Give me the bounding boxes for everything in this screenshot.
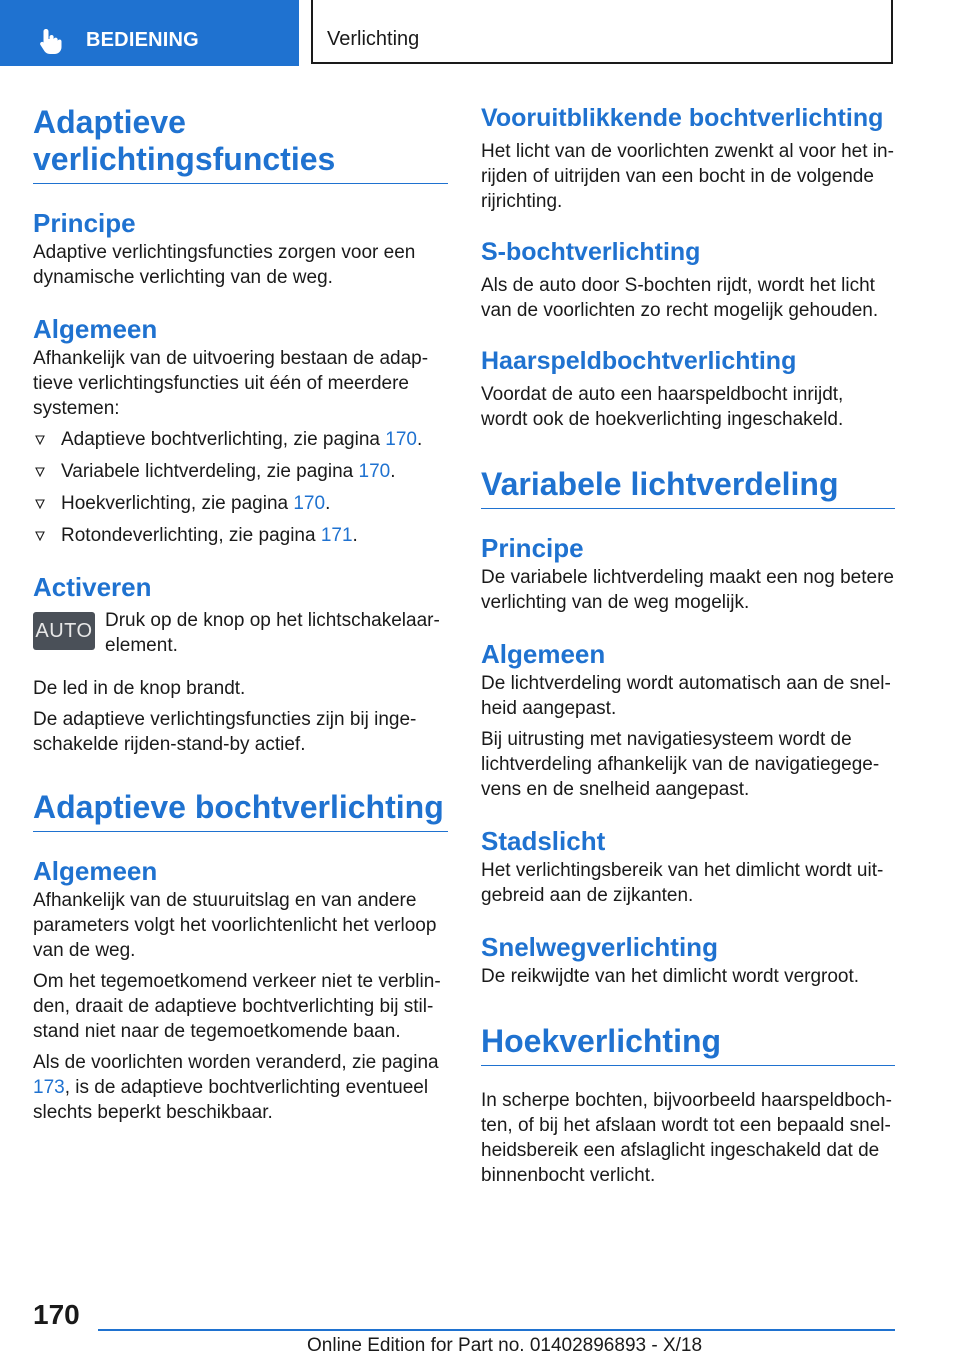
hoek-text: In scherpe bochten, bijvoorbeeld haarspeldbochten, of bij het afslaan wordt tot een bepaald snelheidsbereik een afslaglicht ingeschakeld dat de binnenbocht verlicht. bbox=[481, 1090, 892, 1186]
bocht-paragraph-2: Om het tegemoetkomend verkeer niet te verblinden, draait de adaptieve bochtverlichting bij stilstand niet naar de tegemoetkomende baan. bbox=[33, 971, 441, 1042]
algemeen-text: Afhankelijk van de uitvoering bestaan de adaptieve verlichtingsfuncties uit één of meerdere systemen: bbox=[33, 348, 429, 419]
snel-text: De reikwijdte van het dimlicht wordt vergroot. bbox=[481, 966, 860, 987]
left-column bbox=[33, 100, 448, 1125]
activeren-row bbox=[33, 608, 448, 658]
triangle-bullet-icon bbox=[35, 435, 45, 445]
hand-pointer-icon bbox=[36, 26, 66, 56]
heading-s-bocht: S-bochtverlichting bbox=[481, 238, 701, 266]
triangle-bullet-icon bbox=[35, 531, 45, 541]
var-algemeen-paragraph-1: De lichtverdeling wordt automatisch aan de snelheid aangepast. bbox=[481, 673, 891, 719]
page-link[interactable]: 171 bbox=[320, 525, 353, 546]
page-link[interactable]: 173 bbox=[33, 1077, 65, 1098]
list-item-text: Rotondeverlichting, zie pagina bbox=[61, 525, 321, 546]
footer-divider bbox=[98, 1329, 895, 1331]
page-header bbox=[0, 0, 960, 66]
triangle-bullet-icon bbox=[35, 467, 45, 477]
chapter-title-corner-light: Hoekverlichting bbox=[481, 1023, 895, 1066]
systems-list bbox=[33, 427, 448, 548]
chapter-title-variable-light: Variabele lichtverdeling bbox=[481, 466, 895, 509]
bocht-paragraph-1: Afhankelijk van de stuuruitslag en van andere parameters volgt het voorlichtenlicht het verloop van de weg. bbox=[33, 890, 437, 961]
chapter-title-adaptive-functions bbox=[33, 104, 448, 184]
heading-vooruitblikkende: Vooruitblikkende bochtverlichting bbox=[481, 104, 884, 132]
s-text: Als de auto door S-bochten rijdt, wordt het licht van de voorlichten zo recht mogelijk gehouden. bbox=[481, 275, 879, 321]
auto-button-icon: AUTO bbox=[33, 612, 95, 650]
heading-principe: Principe bbox=[33, 208, 136, 238]
title-line-2: verlichtingsfuncties bbox=[33, 141, 336, 177]
list-item: Hoekverlichting, zie pagina 170. bbox=[33, 491, 448, 516]
var-principe-text: De variabele lichtverdeling maakt een nog betere verlichting van de weg mogelijk. bbox=[481, 567, 894, 613]
list-item-text: Variabele lichtverdeling, zie pagina bbox=[61, 461, 359, 482]
activeren-text: Druk op de knop op het lichtschakelaarelement. bbox=[105, 610, 440, 656]
heading-activeren: Activeren bbox=[33, 572, 152, 602]
page-link[interactable]: 170 bbox=[358, 461, 391, 482]
list-item: Rotondeverlichting, zie pagina 171. bbox=[33, 523, 448, 548]
principe-text: Adaptive verlichtingsfuncties zorgen voor een dynamische verlichting van de weg. bbox=[33, 242, 416, 288]
chapter-title-adaptive-bend: Adaptieve bochtverlichting bbox=[33, 789, 448, 832]
bocht-paragraph-3 bbox=[33, 1050, 448, 1125]
bocht-paragraph-3-b: , is de adaptieve bochtverlichting eventueel slechts beperkt beschikbaar. bbox=[33, 1077, 429, 1123]
section-label: BEDIENING bbox=[86, 29, 199, 51]
haar-text: Voordat de auto een haarspeldbocht inrijdt, wordt ook de hoekverlichting ingeschakeld. bbox=[481, 384, 844, 430]
heading-var-algemeen: Algemeen bbox=[481, 639, 606, 669]
heading-haarspeld: Haarspeldbochtverlichting bbox=[481, 347, 797, 375]
edition-text: Online Edition for Part no. 01402896893 - X/18 bbox=[307, 1335, 703, 1356]
chapter-box bbox=[311, 0, 893, 64]
title-line-1: Adaptieve bbox=[33, 104, 186, 140]
list-item: Variabele lichtverdeling, zie pagina 170. bbox=[33, 459, 448, 484]
heading-algemeen: Algemeen bbox=[33, 314, 158, 344]
var-algemeen-paragraph-2: Bij uitrusting met navigatiesysteem wordt de lichtverdeling afhankelijk van de navigatiegegevens en de snelheid aangepast. bbox=[481, 729, 880, 800]
bocht-paragraph-3-a: Als de voorlichten worden veranderd, zie pagina bbox=[33, 1052, 439, 1073]
list-item-text: Hoekverlichting, zie pagina bbox=[61, 493, 294, 514]
page-link[interactable]: 170 bbox=[385, 429, 417, 450]
heading-var-principe: Principe bbox=[481, 533, 584, 563]
page-link[interactable]: 170 bbox=[293, 493, 326, 514]
heading-bocht-algemeen: Algemeen bbox=[33, 856, 158, 886]
list-item-text: Adaptieve bochtverlichting, zie pagina bbox=[61, 429, 386, 450]
page-number: 170 bbox=[33, 1299, 80, 1330]
right-column bbox=[481, 104, 895, 1188]
heading-snelweg: Snelwegverlichting bbox=[481, 932, 718, 962]
list-item: Adaptieve bochtverlichting, zie pagina 170. bbox=[33, 427, 448, 452]
chapter-label: Verlichting bbox=[327, 28, 420, 50]
voor-text: Het licht van de voorlichten zwenkt al voor het inrijden of uitrijden van een bocht in de volgende rijrichting. bbox=[481, 141, 894, 212]
triangle-bullet-icon bbox=[35, 499, 45, 509]
section-tab bbox=[0, 0, 299, 66]
stad-text: Het verlichtingsbereik van het dimlicht wordt uitgebreid aan de zijkanten. bbox=[481, 860, 884, 906]
heading-stadslicht: Stadslicht bbox=[481, 826, 606, 856]
standby-text: De adaptieve verlichtingsfuncties zijn bij ingeschakelde rijden-stand-by actief. bbox=[33, 709, 417, 755]
led-text: De led in de knop brandt. bbox=[33, 678, 246, 699]
